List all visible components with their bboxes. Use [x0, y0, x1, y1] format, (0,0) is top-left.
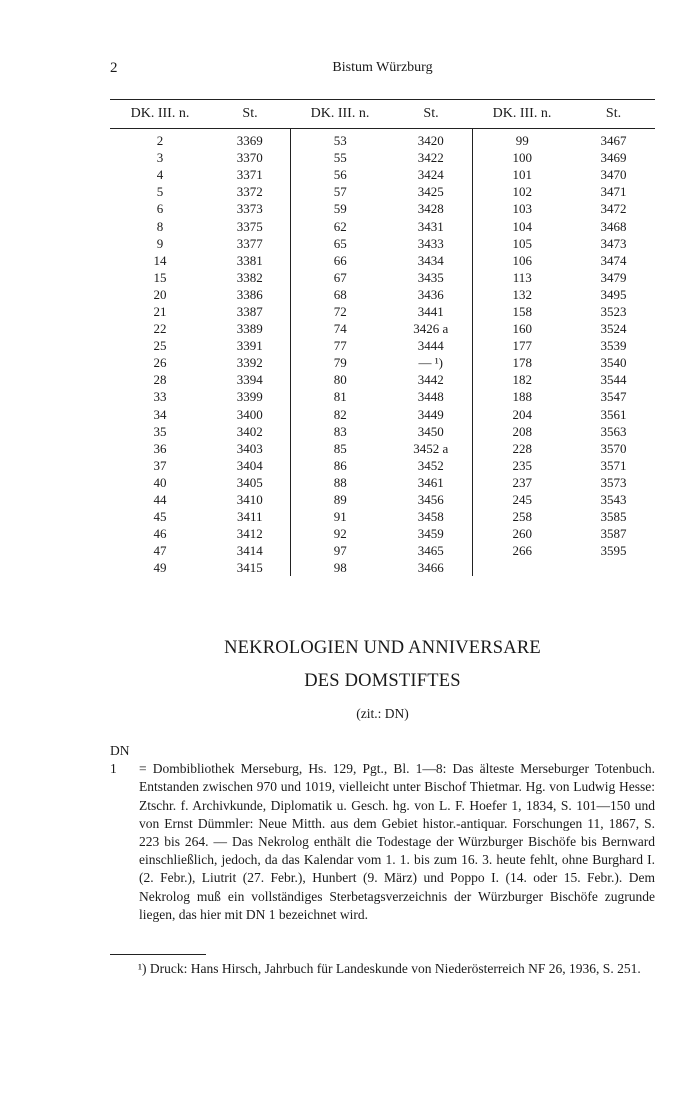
dk-number-cell: 80 — [333, 372, 347, 388]
st-number-cell: 3461 — [390, 474, 472, 491]
dk-number-cell: 33 — [153, 389, 167, 405]
dk-number-cell: 113 — [512, 269, 532, 285]
dk-number-cell: 91 — [333, 509, 347, 525]
st-number-cell: 3405 — [210, 474, 290, 491]
table-row — [110, 337, 655, 354]
dk-number-cell: 25 — [153, 338, 167, 354]
dk-number-cell: 67 — [333, 269, 347, 285]
dk-number-cell: 235 — [512, 457, 532, 473]
page-number: 2 — [110, 60, 118, 76]
table-row — [110, 371, 655, 388]
st-number-cell: 3428 — [390, 200, 472, 217]
table-row — [110, 525, 655, 542]
st-number-cell: 3452 a — [390, 440, 472, 457]
st-number-cell: 3399 — [210, 388, 290, 405]
st-number-cell: 3479 — [600, 269, 627, 285]
table-row — [110, 252, 655, 269]
st-number-cell: 3391 — [210, 337, 290, 354]
st-number-cell: 3404 — [210, 457, 290, 474]
table-row — [110, 217, 655, 234]
dk-number-cell: 98 — [333, 560, 347, 576]
table-row — [110, 320, 655, 337]
dk-number-cell: 20 — [153, 286, 167, 302]
dk-number-cell: 105 — [512, 235, 532, 251]
st-number-cell: 3442 — [390, 371, 472, 388]
dk-number-cell: 188 — [512, 389, 532, 405]
st-number-cell: 3400 — [210, 406, 290, 423]
dk-number-cell: 103 — [512, 201, 532, 217]
dk-number-cell: 21 — [153, 303, 167, 319]
st-number-cell: 3424 — [390, 166, 472, 183]
column-header-st: St. — [210, 100, 290, 129]
st-number-cell: 3386 — [210, 286, 290, 303]
table-row — [110, 303, 655, 320]
dk-number-cell: 100 — [512, 150, 532, 166]
st-number-cell: 3410 — [210, 491, 290, 508]
st-number-cell: 3403 — [210, 440, 290, 457]
st-number-cell: 3473 — [600, 235, 627, 251]
citation-note: (zit.: DN) — [356, 706, 409, 721]
st-number-cell: 3540 — [600, 355, 627, 371]
dk-number-cell: 82 — [333, 406, 347, 422]
st-number-cell: 3431 — [390, 217, 472, 234]
st-number-cell: 3465 — [390, 542, 472, 559]
st-number-cell: 3369 — [210, 129, 290, 150]
st-number-cell: 3392 — [210, 354, 290, 371]
table-row — [110, 406, 655, 423]
dk-number-cell: 2 — [156, 133, 164, 149]
dk-number-cell: 4 — [156, 167, 164, 183]
column-header-dk: DK. III. n. — [110, 100, 210, 129]
dk-number-cell: 45 — [153, 509, 167, 525]
st-number-cell: 3444 — [390, 337, 472, 354]
dk-number-cell: 86 — [333, 457, 347, 473]
st-number-cell: 3543 — [600, 492, 627, 508]
dk-number-cell: 92 — [333, 526, 347, 542]
st-number-cell: 3373 — [210, 200, 290, 217]
st-number-cell: 3415 — [210, 559, 290, 576]
dk-number-cell: 182 — [512, 372, 532, 388]
st-number-cell: 3411 — [210, 508, 290, 525]
st-number-cell: 3449 — [390, 406, 472, 423]
dk-number-cell: 49 — [153, 560, 167, 576]
st-number-cell: 3372 — [210, 183, 290, 200]
dk-number-cell: 56 — [333, 167, 347, 183]
st-number-cell: 3436 — [390, 286, 472, 303]
dk-number-cell: 106 — [512, 252, 532, 268]
table-row — [110, 542, 655, 559]
dk-number-cell: 26 — [153, 355, 167, 371]
dk-number-cell: 102 — [512, 184, 532, 200]
st-number-cell: 3434 — [390, 252, 472, 269]
dk-number-cell: 15 — [153, 269, 167, 285]
table-row — [110, 457, 655, 474]
st-number-cell: 3433 — [390, 235, 472, 252]
table-row — [110, 235, 655, 252]
dk-number-cell: 44 — [153, 492, 167, 508]
table-header-row — [110, 100, 655, 129]
footnote-rule — [110, 954, 206, 955]
table-row — [110, 269, 655, 286]
footnote-text: Druck: Hans Hirsch, Jahrbuch für Landeskunde von Niederösterreich NF 26, 1936, S. 251. — [149, 961, 641, 976]
dk-number-cell: 104 — [512, 218, 532, 234]
st-number-cell: 3450 — [390, 423, 472, 440]
st-number-cell: 3587 — [600, 526, 627, 542]
dk-number-cell: 85 — [333, 440, 347, 456]
dk-number-cell: 77 — [333, 338, 347, 354]
column-header-st: St. — [572, 100, 655, 129]
st-number-cell: 3474 — [600, 252, 627, 268]
st-number-cell: — ¹) — [390, 354, 472, 371]
st-number-cell: 3544 — [600, 372, 627, 388]
st-number-cell: 3435 — [390, 269, 472, 286]
table-row — [110, 129, 655, 150]
dk-number-cell: 81 — [333, 389, 347, 405]
table-row — [110, 183, 655, 200]
table-row — [110, 508, 655, 525]
entry-text: = Dombibliothek Merseburg, Hs. 129, Pgt., Bl. 1—8: Das älteste Merseburger Totenbuch. Entstanden zwischen 970 und 1019, vielleicht unter Bischof Thietmar. Hg. von Ludwig Hesse: Ztschr. f. Archivkunde, Diplomatik u. Gesch. hg. von L. F. Hoefer 1, 1834, S. 101—150 und von Ernst Dümmler: Neue Mitth. aus dem Gebiet histor.-antiquar. Forschungen 11, 1867, S. 223 bis 264. — Das Nekrolog enthält die Todestage der Würzburger Bischöfe bis Bernward einschließlich, jedoch, da das Kalendar vom 1. 1. bis zum 16. 3. heute fehlt, ohne Burghard I. (2. Febr.), Liutrit (27. Febr.), Hunbert (9. März) und Poppo I. (14. oder 15. Febr.). Dem Nekrolog muß ein vollständiges Sterbetagsverzeichnis der Würzburger Bischöfe zugrunde liegen, das hier mit DN 1 bezeichnet wird. — [139, 761, 655, 922]
dk-number-cell: 74 — [333, 321, 347, 337]
st-number-cell: 3467 — [600, 133, 627, 149]
dk-number-cell — [472, 559, 572, 576]
footnote-marker: ¹) — [138, 961, 147, 976]
dk-number-cell: 79 — [333, 355, 347, 371]
catalog-entry — [110, 742, 655, 924]
dk-number-cell: 5 — [156, 184, 164, 200]
table-row — [110, 423, 655, 440]
st-number-cell: 3425 — [390, 183, 472, 200]
st-number-cell: 3389 — [210, 320, 290, 337]
st-number-cell: 3570 — [600, 440, 627, 456]
st-number-cell: 3412 — [210, 525, 290, 542]
st-number-cell: 3375 — [210, 217, 290, 234]
st-number-cell: 3414 — [210, 542, 290, 559]
st-number-cell: 3571 — [600, 457, 627, 473]
concordance-table — [110, 99, 655, 576]
dk-number-cell: 89 — [333, 492, 347, 508]
st-number-cell: 3539 — [600, 338, 627, 354]
dk-number-cell: 3 — [156, 150, 164, 166]
dk-number-cell: 72 — [333, 303, 347, 319]
st-number-cell: 3441 — [390, 303, 472, 320]
st-number-cell: 3452 — [390, 457, 472, 474]
st-number-cell: 3561 — [600, 406, 627, 422]
dk-number-cell: 101 — [512, 167, 532, 183]
dk-number-cell: 14 — [153, 252, 167, 268]
running-head — [110, 60, 655, 80]
st-number-cell: 3448 — [390, 388, 472, 405]
dk-number-cell: 57 — [333, 184, 347, 200]
dk-number-cell: 37 — [153, 457, 167, 473]
table-row — [110, 286, 655, 303]
dk-number-cell: 36 — [153, 440, 167, 456]
st-number-cell: 3426 a — [390, 320, 472, 337]
st-number-cell: 3547 — [600, 389, 627, 405]
column-header-st: St. — [390, 100, 472, 129]
dk-number-cell: 59 — [333, 201, 347, 217]
st-number-cell: 3387 — [210, 303, 290, 320]
st-number-cell: 3466 — [390, 559, 472, 576]
table-row — [110, 440, 655, 457]
dk-number-cell: 55 — [333, 150, 347, 166]
dk-number-cell: 177 — [512, 338, 532, 354]
st-number-cell — [572, 559, 655, 576]
dk-number-cell: 65 — [333, 235, 347, 251]
table-row — [110, 474, 655, 491]
table-row — [110, 388, 655, 405]
dk-number-cell: 47 — [153, 543, 167, 559]
section-heading: NEKROLOGIEN UND ANNIVERSARE — [224, 638, 541, 658]
dk-number-cell: 160 — [512, 321, 532, 337]
st-number-cell: 3381 — [210, 252, 290, 269]
dk-number-cell: 34 — [153, 406, 167, 422]
dk-number-cell: 99 — [515, 133, 529, 149]
dk-number-cell: 258 — [512, 509, 532, 525]
st-number-cell: 3469 — [600, 150, 627, 166]
dk-number-cell: 66 — [333, 252, 347, 268]
dk-number-cell: 8 — [156, 218, 164, 234]
st-number-cell: 3573 — [600, 474, 627, 490]
st-number-cell: 3382 — [210, 269, 290, 286]
st-number-cell: 3472 — [600, 201, 627, 217]
st-number-cell: 3394 — [210, 371, 290, 388]
dk-number-cell: 40 — [153, 474, 167, 490]
dk-number-cell: 53 — [333, 133, 347, 149]
st-number-cell: 3563 — [600, 423, 627, 439]
st-number-cell: 3458 — [390, 508, 472, 525]
st-number-cell: 3370 — [210, 149, 290, 166]
dk-number-cell: 132 — [512, 286, 532, 302]
dk-number-cell: 46 — [153, 526, 167, 542]
st-number-cell: 3585 — [600, 509, 627, 525]
dk-number-cell: 245 — [512, 492, 532, 508]
table-row — [110, 166, 655, 183]
st-number-cell: 3524 — [600, 321, 627, 337]
dk-number-cell: 97 — [333, 543, 347, 559]
section-subheading: DES DOMSTIFTES — [304, 671, 461, 691]
footnote — [110, 960, 655, 979]
column-header-dk: DK. III. n. — [290, 100, 390, 129]
st-number-cell: 3470 — [600, 167, 627, 183]
dk-number-cell: 208 — [512, 423, 532, 439]
dk-number-cell: 6 — [156, 201, 164, 217]
dk-number-cell: 158 — [512, 303, 532, 319]
dk-number-cell: 88 — [333, 474, 347, 490]
dk-number-cell: 83 — [333, 423, 347, 439]
table-row — [110, 200, 655, 217]
dk-number-cell: 228 — [512, 440, 532, 456]
dk-number-cell: 204 — [512, 406, 532, 422]
st-number-cell: 3377 — [210, 235, 290, 252]
st-number-cell: 3402 — [210, 423, 290, 440]
dk-number-cell: 28 — [153, 372, 167, 388]
dk-number-cell: 266 — [512, 543, 532, 559]
st-number-cell: 3422 — [390, 149, 472, 166]
st-number-cell: 3420 — [390, 129, 472, 150]
st-number-cell: 3471 — [600, 184, 627, 200]
table-row — [110, 491, 655, 508]
dk-number-cell: 22 — [153, 321, 167, 337]
st-number-cell: 3456 — [390, 491, 472, 508]
st-number-cell: 3371 — [210, 166, 290, 183]
st-number-cell: 3468 — [600, 218, 627, 234]
st-number-cell: 3495 — [600, 286, 627, 302]
table-row — [110, 354, 655, 371]
dk-number-cell: 178 — [512, 355, 532, 371]
dk-number-cell: 237 — [512, 474, 532, 490]
st-number-cell: 3595 — [600, 543, 627, 559]
table-row — [110, 559, 655, 576]
running-title: Bistum Würzburg — [332, 60, 433, 75]
dk-number-cell: 35 — [153, 423, 167, 439]
st-number-cell: 3523 — [600, 303, 627, 319]
table-row — [110, 149, 655, 166]
entry-siglum: DN 1 — [110, 743, 130, 777]
dk-number-cell: 62 — [333, 218, 347, 234]
column-header-dk: DK. III. n. — [472, 100, 572, 129]
dk-number-cell: 260 — [512, 526, 532, 542]
dk-number-cell: 68 — [333, 286, 347, 302]
dk-number-cell: 9 — [156, 235, 164, 251]
st-number-cell: 3459 — [390, 525, 472, 542]
